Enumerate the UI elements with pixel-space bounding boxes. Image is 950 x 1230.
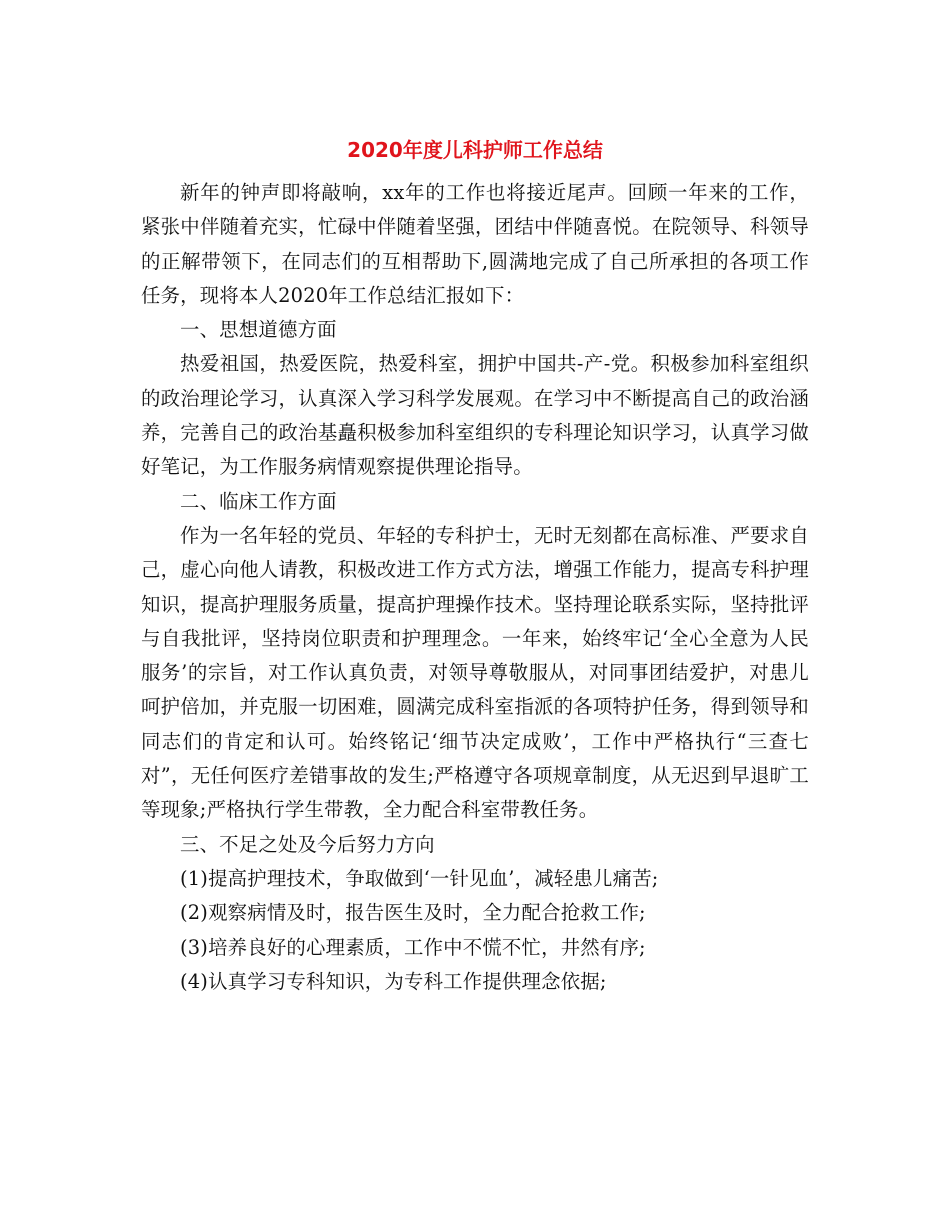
document-body: [141, 176, 809, 999]
list-item: (2)观察病情及时，报告医生及时，全力配合抢救工作;: [180, 901, 646, 925]
section-heading-clinical: 二、临床工作方面: [180, 489, 337, 513]
list-item: (3)培养良好的心理素质，工作中不慌不忙，井然有序;: [180, 935, 646, 959]
section-heading-improvement: 三、不足之处及今后努力方向: [180, 832, 435, 856]
section-text-clinical: 作为一名年轻的党员、年轻的专科护士，无时无刻都在高标准、严要求自己，虚心向他人请教，积极改进工作方式方法，增强工作能力，提高专科护理知识，提高护理服务质量，提高护理操作技术。坚持理论联系实际，坚持批评与自我批评，坚持岗位职责和护理理念。一年来，始终牢记‘全心全意为人民服务’的宗旨，对工作认真负责，对领导尊敬服从，对同事团结爱护，对患儿呵护倍加，并克服一切困难，圆满完成科室指派的各项特护任务，得到领导和同志们的肯定和认可。始终铭记‘细节决定成败’，工作中严格执行“三查七对”，无任何医疗差错事故的发生;严格遵守各项规章制度，从无迟到早退旷工等现象;严格执行学生带教，全力配合科室带教任务。: [141, 523, 809, 822]
document-title: 2020年度儿科护师工作总结: [347, 138, 603, 162]
intro-paragraph: 新年的钟声即将敲响，xx年的工作也将接近尾声。回顾一年来的工作，紧张中伴随着充实，忙碌中伴随着坚强，团结中伴随喜悦。在院领导、科领导的正解带领下，在同志们的互相帮助下,圆满地完成了自己所承担的各项工作任务，现将本人2020年工作总结汇报如下：: [141, 181, 809, 307]
list-item: (1)提高护理技术，争取做到‘一针见血’，减轻患儿痛苦;: [180, 866, 659, 890]
list-item: (4)认真学习专科知识，为专科工作提供理念依据;: [180, 969, 607, 993]
section-heading-ethics: 一、思想道德方面: [180, 318, 337, 342]
section-text-ethics: 热爱祖国，热爱医院，热爱科室，拥护中国共-产-党。积极参加科室组织的政治理论学习，认真深入学习科学发展观。在学习中不断提高自己的政治涵养，完善自己的政治基矗积极参加科室组织的专科理论知识学习，认真学习做好笔记，为工作服务病情观察提供理论指导。: [141, 352, 809, 479]
